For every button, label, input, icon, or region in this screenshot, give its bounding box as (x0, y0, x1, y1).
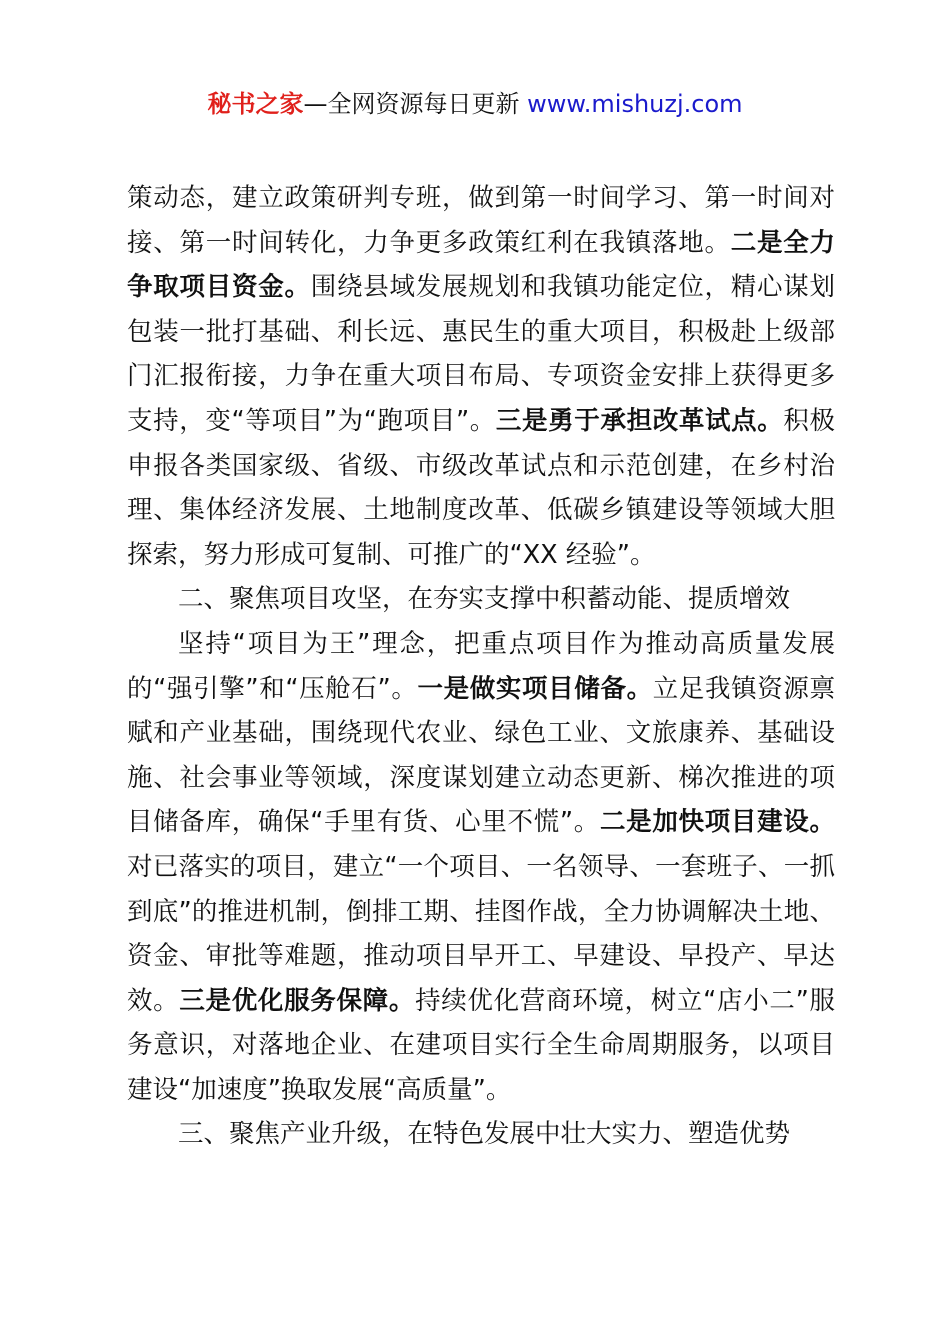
header-tagline: —全网资源每日更新 (303, 90, 528, 118)
text-run: 策动态，建立政策研判专班，做到第一时间学习、第一时间对接、第一时间转化，力争更多政策红利在我镇落地。 (127, 183, 835, 258)
text-run: 持续优化营商环境，树立“店小二”服务意识，对落地企业、在建项目实行全生命周期服务，以项目建设“加速度”换取发展“高质量”。 (127, 985, 835, 1105)
section-heading-2: 二、聚焦项目攻坚，在夯实支撑中积蓄动能、提质增效 (178, 584, 791, 615)
text-run: 坚持“项目为王”理念，把重点项目作为推动高质量发展的“强引擎”和“压舱石”。 (127, 628, 835, 704)
bold-point: 三是优化服务保障。 (179, 985, 416, 1016)
paragraph-policy (127, 176, 835, 577)
text-run: 围绕县域发展规划和我镇功能定位，精心谋划包装一批打基础、利长远、惠民生的重大项目，积极赴上级部门汇报衔接，力争在重大项目布局、专项资金安排上获得更多支持，变“等项目”为“跑项目”。 (127, 272, 835, 436)
bold-point: 三是勇于承担改革试点。 (495, 405, 784, 436)
text-run: 对已落实的项目，建立“一个项目、一名领导、一套班子、一抓到底”的推进机制，倒排工期、挂图作战，全力协调解决土地、资金、审批等难题，推动项目早开工、早建设、早投产、早达效。 (127, 851, 835, 1016)
text-run: 立足我镇资源禀赋和产业基础，围绕现代农业、绿色工业、文旅康养、基础设施、社会事业等领域，深度谋划建立动态更新、梯次推进的项目储备库，确保“手里有货、心里不慌”。 (127, 673, 835, 838)
brand-name: 秘书之家 (207, 90, 304, 118)
section-heading-3: 三、聚焦产业升级，在特色发展中壮大实力、塑造优势 (178, 1119, 791, 1150)
document-body (127, 176, 835, 1157)
text-run: 积极申报各类国家级、省级、市级改革试点和示范创建，在乡村治理、集体经济发展、土地制度改革、低碳乡镇建设等领域大胆探索，努力形成可复制、可推广的“XX 经验”。 (127, 405, 835, 570)
bold-point: 二是全力争取项目资金。 (127, 227, 835, 303)
paragraph-projects (127, 622, 835, 1113)
site-header (0, 86, 950, 122)
bold-point: 二是加快项目建设。 (599, 807, 835, 838)
bold-point: 一是做实项目储备。 (417, 673, 653, 704)
site-url-link[interactable]: www.mishuzj.com (527, 90, 743, 118)
